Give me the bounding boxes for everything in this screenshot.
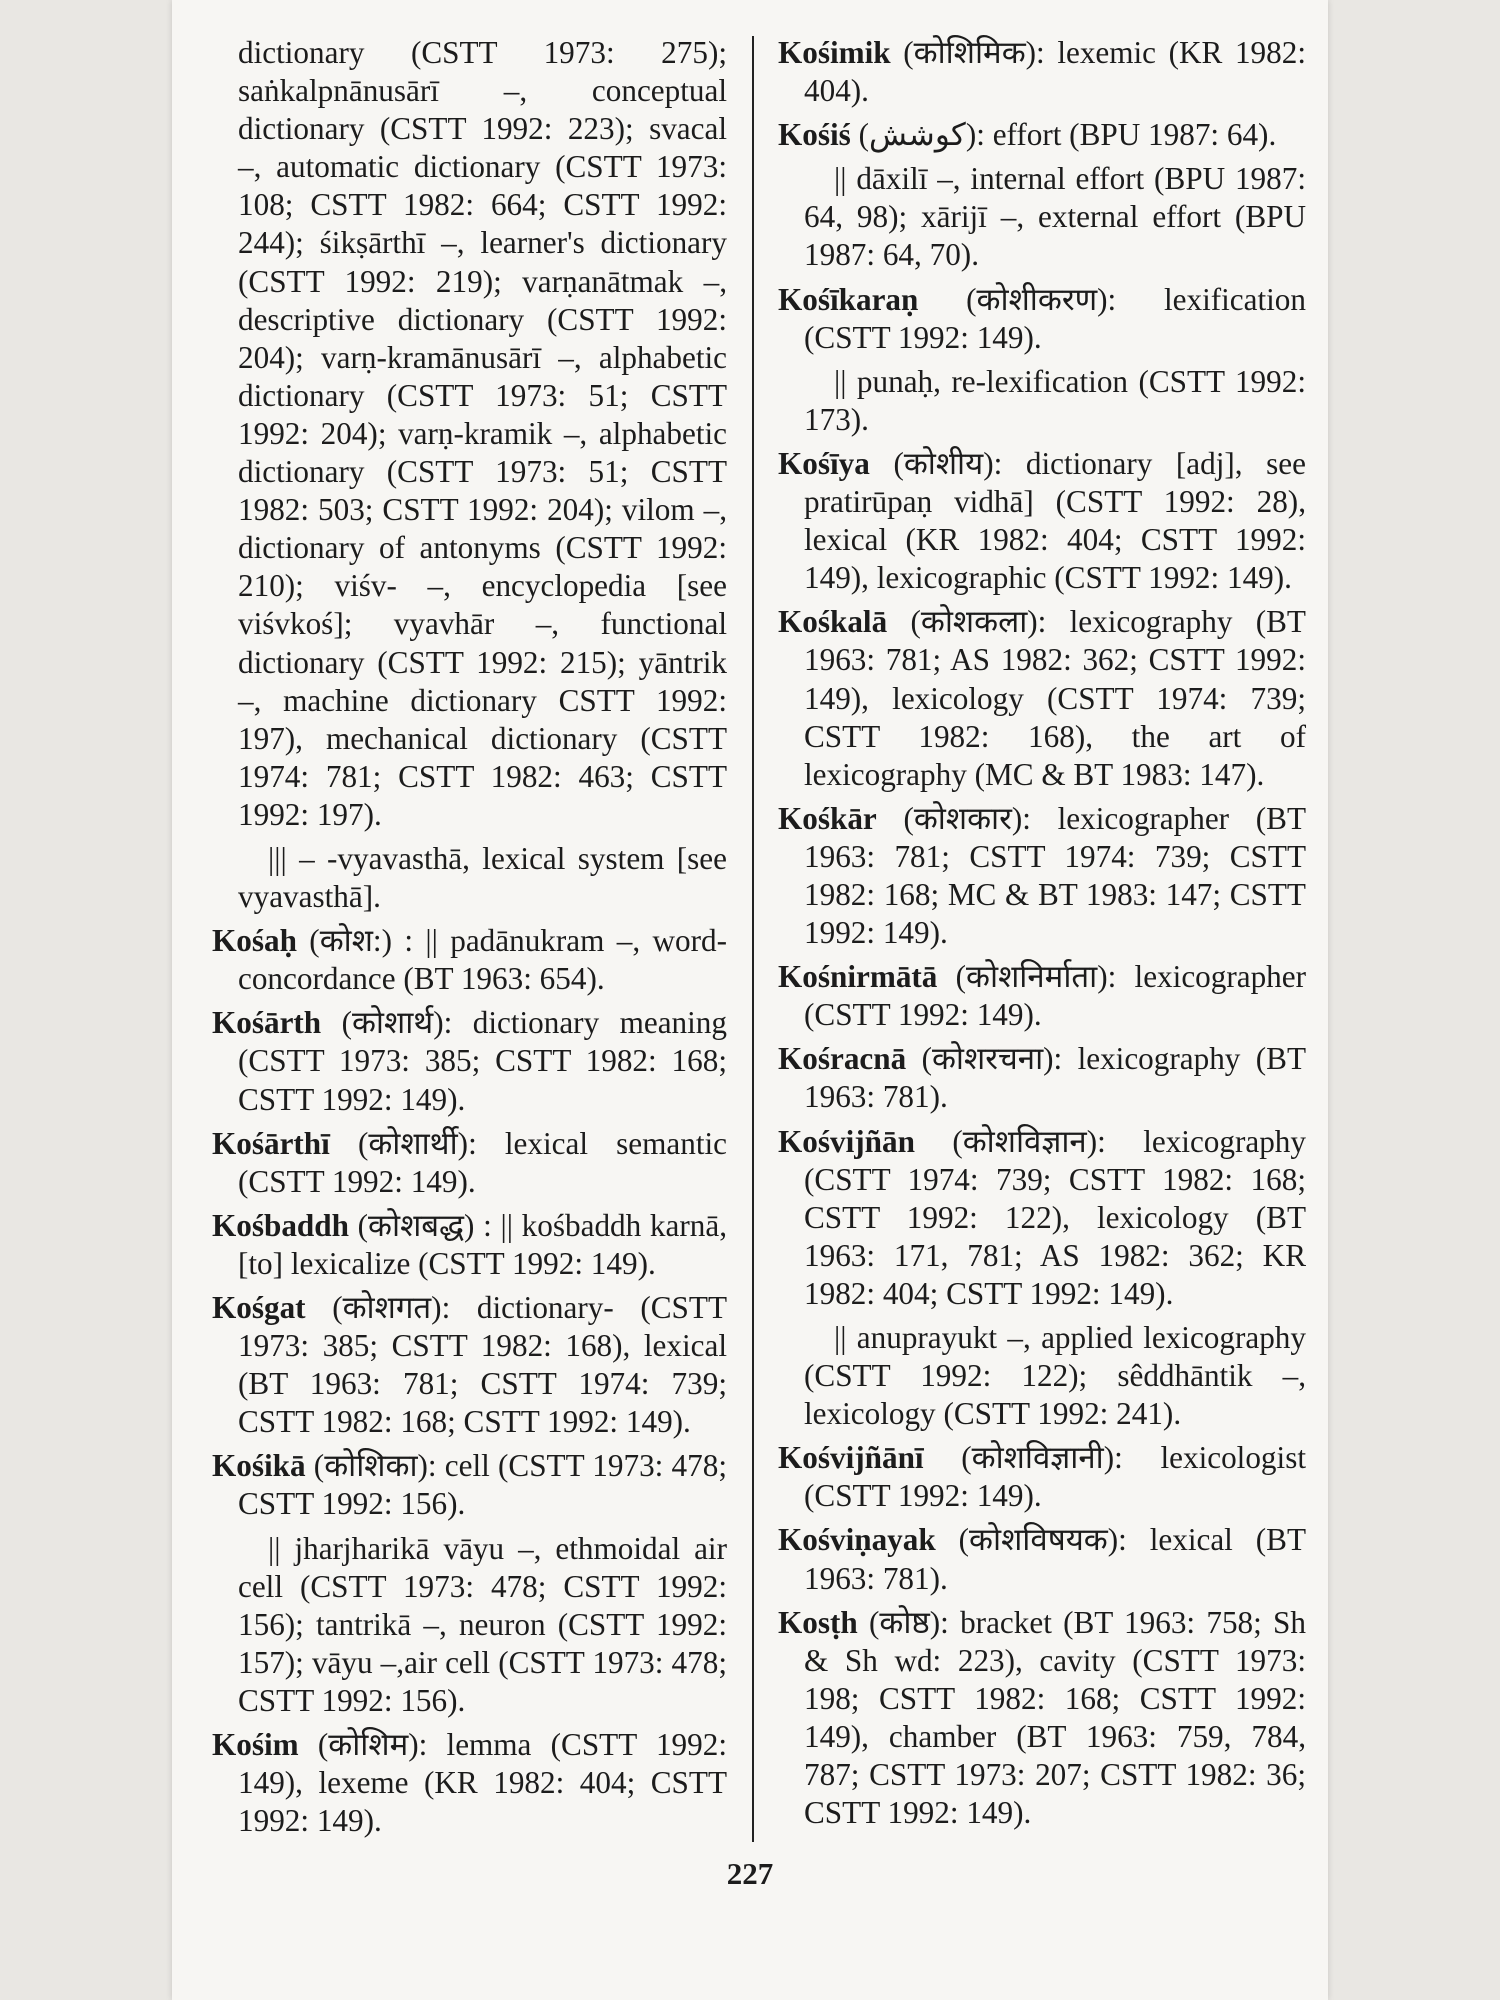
headword: Kośārthī (212, 1125, 330, 1161)
entry-continuation: dictionary (CSTT 1973: 275); saṅkalpnānusārī –, conceptual dictionary (CSTT 1992: 223); svacal –, automatic dictionary (CSTT 1973: 108; CSTT 1982: 664; CSTT 1992: 244); śikṣārthī –, learner's dictionary (CSTT 1992: 219); varṇanātmak –, descriptive dictionary (CSTT 1992: 204); varṇ-kramānusārī –, alphabetic dictionary (CSTT 1973: 51; CSTT 1992: 204); varṇ-kramik –, alphabetic dictionary (CSTT 1973: 51; CSTT 1982: 503; CSTT 1992: 204); vilom –, dictionary of antonyms (CSTT 1992: 210); viśv- –, encyclopedia [see viśvkoś]; vyavhār –, functional dictionary (CSTT 1992: 215); yāntrik –, machine dictionary CSTT 1992: 197), mechanical dictionary (CSTT 1974: 781; CSTT 1982: 463; CSTT 1992: 197). (238, 35, 727, 832)
sub-entry: || punaḥ, re-lexification (CSTT 1992: 173). (804, 363, 1306, 437)
entry-kosracna: Kośracnā (कोशरचना): lexicography (BT 1963: 781). (778, 1041, 1306, 1115)
entry-kosnirmata: Kośnirmātā (कोशनिर्माता): lexicographer (CSTT 1992: 149). (778, 959, 1306, 1033)
headword: Kośikā (212, 1448, 306, 1484)
entry-kosis: Kośiś (کوشش): effort (BPU 1987: 64). (778, 117, 1277, 153)
sub-entry: || anuprayukt –, applied lexicography (CSTT 1992: 122); sêddhāntik –, lexicology (CSTT 1992: 241). (804, 1320, 1306, 1432)
entry-kosvijnan: Kośvijñān (कोशविज्ञान): lexicography (CSTT 1974: 739; CSTT 1982: 168; CSTT 1992: 122), lexicology (BT 1963: 171, 781; AS 1982: 362; KR 1982: 404; CSTT 1992: 149). (778, 1123, 1306, 1311)
left-column (212, 34, 727, 1846)
headword: Kośim (212, 1727, 299, 1763)
entry-kosimik: Kośimik (कोशिमिक): lexemic (KR 1982: 404). (778, 35, 1306, 109)
entry-koskala: Kośkalā (कोशकला): lexicography (BT 1963: 781; AS 1982: 362; CSTT 1992: 149), lexicology (CSTT 1974: 739; CSTT 1982: 168), the art of lexicography (MC & BT 1983: 147). (778, 604, 1306, 792)
sub-entry: || jharjharikā vāyu –, ethmoidal air cell (CSTT 1973: 478; CSTT 1992: 156); tantrikā –, neuron (CSTT 1992: 157); vāyu –,air cell (CSTT 1973: 478; CSTT 1992: 156). (238, 1530, 727, 1718)
headword: Kośviṇayak (778, 1522, 936, 1558)
headword: Kosṭh (778, 1604, 858, 1640)
headword: Kośkalā (778, 604, 888, 640)
right-column (778, 34, 1306, 1838)
entry-kosikaran: Kośīkaraṇ (कोशीकरण): lexification (CSTT 1992: 149). (778, 281, 1306, 355)
headword: Kośgat (212, 1290, 306, 1325)
entry-kosarth: Kośārth (कोशार्थ): dictionary meaning (CSTT 1973: 385; CSTT 1982: 168; CSTT 1992: 149). (212, 1005, 727, 1117)
headword: Kośimik (778, 35, 891, 70)
headword: Kośnirmātā (778, 959, 938, 995)
sub-entry: || dāxilī –, internal effort (BPU 1987: 64, 98); xārijī –, external effort (BPU 1987: 64, 70). (804, 161, 1306, 273)
entry-kosvijnani: Kośvijñānī (कोशविज्ञानी): lexicologist (CSTT 1992: 149). (778, 1440, 1306, 1514)
entry-kosvinayak: Kośviṇayak (कोशविषयक): lexical (BT 1963: 781). (778, 1522, 1306, 1596)
entry-kosah: Kośaḥ (कोश:) : || padānukram –, word-concordance (BT 1963: 654). (212, 923, 727, 997)
entry-kosiya: Kośīya (कोशीय): dictionary [adj], see pratirūpaṇ vidhā] (CSTT 1992: 28), lexical (KR 1982: 404; CSTT 1992: 149), lexicographic (CSTT 1992: 149). (778, 445, 1306, 596)
headword: Kośārth (212, 1005, 322, 1041)
column-divider (752, 36, 754, 1842)
headword: Kośbaddh (212, 1207, 349, 1243)
page-number: 227 (726, 1856, 774, 1891)
entry-kosim: Kośim (कोशिम): lemma (CSTT 1992: 149), lexeme (KR 1982: 404; CSTT 1992: 149). (212, 1727, 727, 1839)
headword: Kośaḥ (212, 923, 297, 959)
headword: Kośīkaraṇ (778, 281, 919, 317)
entry-kosarthi: Kośārthī (कोशार्थी): lexical semantic (CSTT 1992: 149). (212, 1125, 727, 1199)
entry-koskar: Kośkār (कोशकार): lexicographer (BT 1963: 781; CSTT 1974: 739; CSTT 1982: 168; MC & BT 1983: 147; CSTT 1992: 149). (778, 800, 1306, 951)
entry-kosbaddh: Kośbaddh (कोशबद्ध) : || kośbaddh karnā, [to] lexicalize (CSTT 1992: 149). (212, 1207, 727, 1281)
headword: Kośkār (778, 800, 877, 836)
dictionary-page (172, 0, 1328, 2000)
sub-entry: ||| – -vyavasthā, lexical system [see vyavasthā]. (238, 840, 727, 915)
headword: Kośvijñānī (778, 1440, 924, 1476)
entry-kosika: Kośikā (कोशिका): cell (CSTT 1973: 478; CSTT 1992: 156). (212, 1448, 727, 1522)
headword: Kośīya (778, 445, 870, 481)
headword: Kośiś (778, 117, 851, 153)
entry-kosth: Kosṭh (कोष्ठ): bracket (BT 1963: 758; Sh & Sh wd: 223), cavity (CSTT 1973: 198; CSTT 1982: 168; CSTT 1992: 149), chamber (BT 1963: 759, 784, 787; CSTT 1973: 207; CSTT 1982: 36; CSTT 1992: 149). (778, 1604, 1306, 1831)
entry-kosgat: Kośgat (कोशगत): dictionary- (CSTT 1973: 385; CSTT 1982: 168), lexical (BT 1963: 781; CSTT 1974: 739; CSTT 1982: 168; CSTT 1992: 149). (212, 1290, 727, 1440)
headword: Kośvijñān (778, 1123, 915, 1159)
headword: Kośracnā (778, 1041, 907, 1077)
